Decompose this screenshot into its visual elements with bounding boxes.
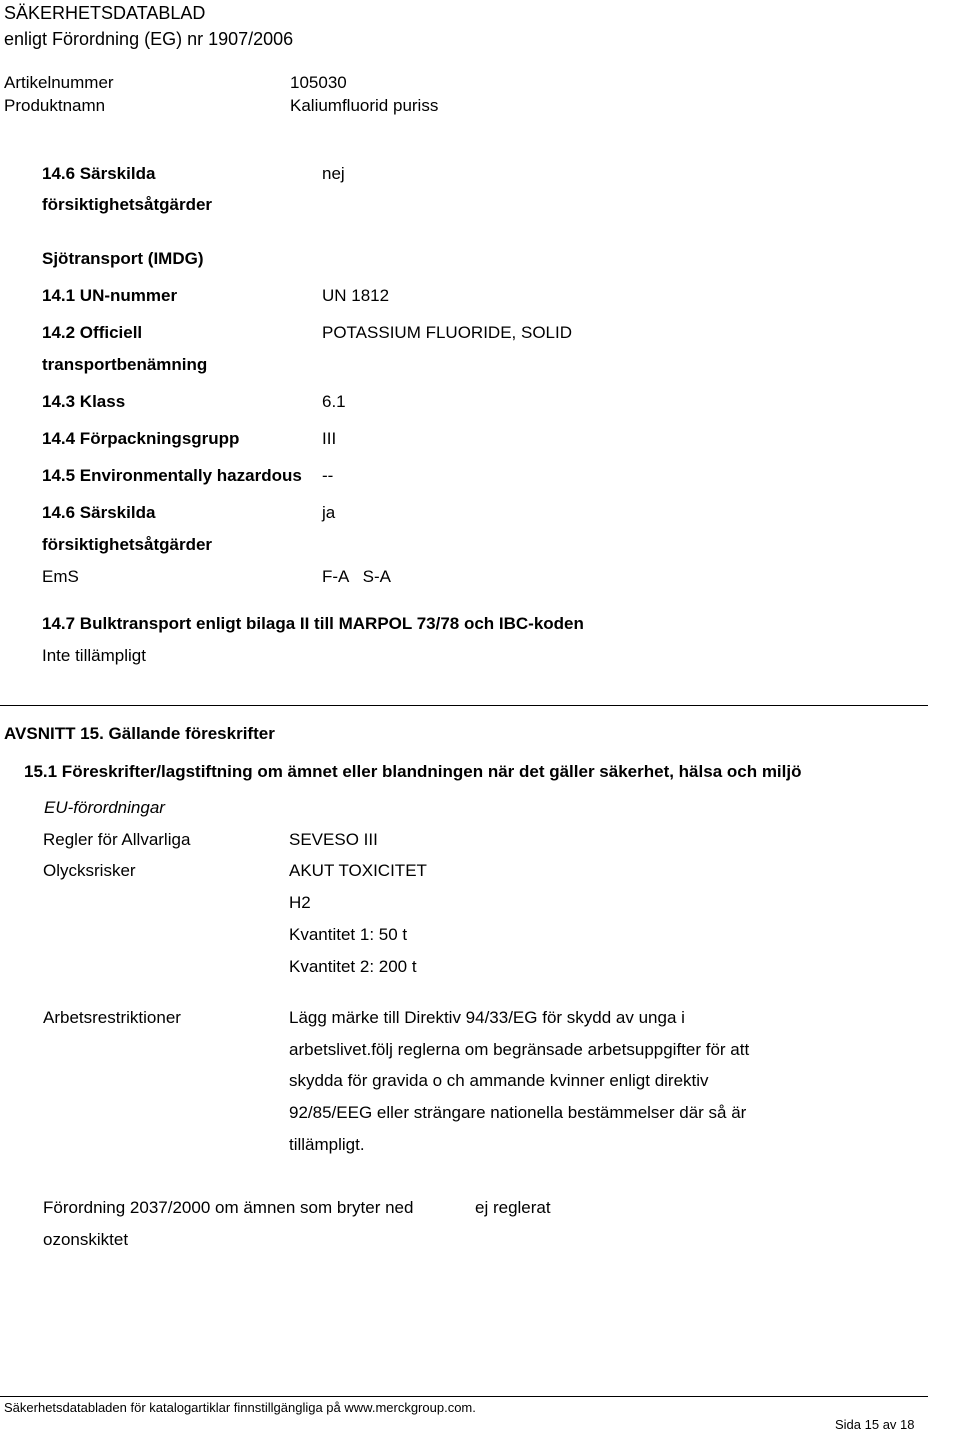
- class-value: 6.1: [322, 392, 346, 411]
- work-restrictions-line: skydda för gravida o ch ammande kvinner enligt direktiv: [289, 1071, 709, 1090]
- ozone-regulation-value: ej reglerat: [475, 1198, 551, 1217]
- class-label: 14.3 Klass: [42, 392, 126, 411]
- seveso-label-cont: Olycksrisker: [43, 861, 136, 880]
- packing-group-value: III: [322, 429, 337, 448]
- eu-regulations-label: EU-förordningar: [44, 798, 165, 817]
- seveso-value-line: H2: [289, 893, 311, 912]
- article-number-label: Artikelnummer: [4, 73, 114, 92]
- imdg-heading: Sjötransport (IMDG): [42, 249, 204, 268]
- section-15-1-heading: 15.1 Föreskrifter/lagstiftning om ämnet eller blandningen när det gäller säkerhet, hälsa och miljö: [24, 762, 802, 781]
- special-precautions-label-cont: försiktighetsåtgärder: [42, 195, 213, 214]
- document-title: SÄKERHETSDATABLAD: [4, 3, 206, 23]
- environmental-hazard-label: 14.5 Environmentally hazardous: [42, 466, 302, 485]
- seveso-value-line: SEVESO III: [289, 830, 378, 849]
- product-name-value: Kaliumfluorid puriss: [290, 96, 439, 115]
- special-precautions-value: nej: [322, 164, 345, 183]
- bulk-transport-value: Inte tillämpligt: [42, 646, 146, 665]
- imdg-special-precautions-label-cont: försiktighetsåtgärder: [42, 535, 213, 554]
- work-restrictions-label: Arbetsrestriktioner: [43, 1008, 181, 1027]
- section-15-title: AVSNITT 15. Gällande föreskrifter: [4, 724, 275, 743]
- shipping-name-label-cont: transportbenämning: [42, 355, 208, 374]
- ems-label: EmS: [42, 567, 79, 586]
- product-name-label: Produktnamn: [4, 96, 106, 115]
- shipping-name-value: POTASSIUM FLUORIDE, SOLID: [322, 323, 573, 342]
- ozone-regulation-label: Förordning 2037/2000 om ämnen som bryter ned: [43, 1198, 414, 1217]
- seveso-value-line: Kvantitet 2: 200 t: [289, 957, 417, 976]
- work-restrictions-line: arbetslivet.följ reglerna om begränsade arbetsuppgifter för att: [289, 1040, 750, 1059]
- section-divider: [0, 705, 928, 706]
- seveso-value-line: Kvantitet 1: 50 t: [289, 925, 408, 944]
- packing-group-label: 14.4 Förpackningsgrupp: [42, 429, 240, 448]
- un-number-label: 14.1 UN-nummer: [42, 286, 178, 305]
- work-restrictions-line: 92/85/EEG eller strängare nationella bestämmelser där så är: [289, 1103, 747, 1122]
- environmental-hazard-value: --: [322, 466, 334, 485]
- footer-note: Säkerhetsdatabladen för katalogartiklar finnstillgängliga på www.merckgroup.com.: [4, 1400, 476, 1415]
- seveso-label: Regler för Allvarliga: [43, 830, 191, 849]
- ozone-regulation-label-cont: ozonskiktet: [43, 1230, 129, 1249]
- imdg-special-precautions-value: ja: [322, 503, 336, 522]
- un-number-value: UN 1812: [322, 286, 390, 305]
- bulk-transport-heading: 14.7 Bulktransport enligt bilaga II till MARPOL 73/78 och IBC-koden: [42, 614, 584, 633]
- special-precautions-label: 14.6 Särskilda: [42, 164, 156, 183]
- footer-divider: [0, 1396, 928, 1397]
- shipping-name-label: 14.2 Officiell: [42, 323, 143, 342]
- page-number: Sida 15 av 18: [835, 1417, 915, 1432]
- ems-value: F-A S-A: [322, 567, 391, 586]
- work-restrictions-line: tillämpligt.: [289, 1135, 365, 1154]
- regulation-reference: enligt Förordning (EG) nr 1907/2006: [4, 29, 294, 49]
- article-number-value: 105030: [290, 73, 347, 92]
- imdg-special-precautions-label: 14.6 Särskilda: [42, 503, 156, 522]
- seveso-value-line: AKUT TOXICITET: [289, 861, 427, 880]
- work-restrictions-line: Lägg märke till Direktiv 94/33/EG för skydd av unga i: [289, 1008, 685, 1027]
